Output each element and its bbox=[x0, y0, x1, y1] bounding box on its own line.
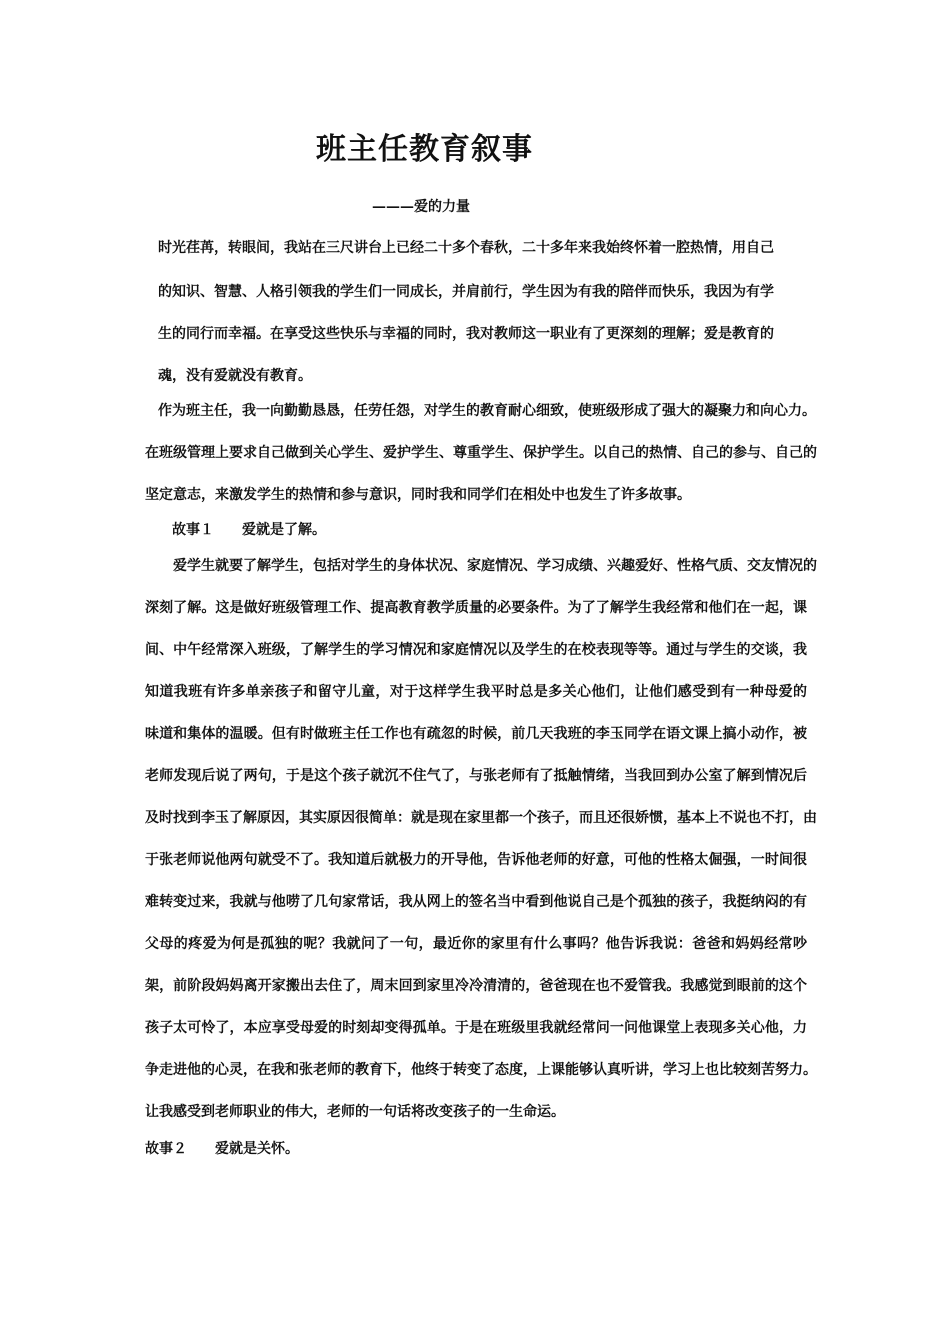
intro-line: 生的同行而幸福。在享受这些快乐与幸福的同时，我对教师这一职业有了更深刻的理解；爱是教育的 bbox=[158, 326, 774, 342]
story1-heading: 故事１ 爱就是了解。 bbox=[172, 522, 326, 538]
story1-line: 味道和集体的温暖。但有时做班主任工作也有疏忽的时候，前几天我班的李玉同学在语文课上搞小动作，被 bbox=[145, 726, 807, 742]
intro-line: 魂，没有爱就没有教育。 bbox=[158, 368, 312, 384]
story1-line: 孩子太可怜了，本应享受母爱的时刻却变得孤单。于是在班级里我就经常问一问他课堂上表现多关心他，力 bbox=[145, 1020, 807, 1036]
story1-line: 深刻了解。这是做好班级管理工作、提高教育教学质量的必要条件。为了了解学生我经常和他们在一起，课 bbox=[145, 600, 807, 616]
story1-line: 爱学生就要了解学生，包括对学生的身体状况、家庭情况、学习成绩、兴趣爱好、性格气质、交友情况的 bbox=[145, 558, 817, 574]
document-subtitle: ———爱的力量 bbox=[372, 199, 470, 215]
story1-line: 难转变过来，我就与他唠了几句家常话，我从网上的签名当中看到他说自己是个孤独的孩子，我挺纳闷的有 bbox=[145, 894, 807, 910]
story2-heading: 故事２ 爱就是关怀。 bbox=[145, 1141, 299, 1157]
paragraph-line: 在班级管理上要求自己做到关心学生、爱护学生、尊重学生、保护学生。以自己的热情、自己的参与、自己的 bbox=[145, 445, 817, 461]
intro-line: 时光荏苒，转眼间，我站在三尺讲台上已经二十多个春秋，二十多年来我始终怀着一腔热情，用自己 bbox=[158, 240, 774, 256]
story1-line: 父母的疼爱为何是孤独的呢？我就问了一句，最近你的家里有什么事吗？他告诉我说：爸爸和妈妈经常吵 bbox=[145, 936, 807, 952]
document-title: 班主任教育叙事 bbox=[316, 132, 533, 167]
story1-line: 架，前阶段妈妈离开家搬出去住了，周末回到家里冷冷清清的，爸爸现在也不爱管我。我感觉到眼前的这个 bbox=[145, 978, 807, 994]
paragraph-line: 作为班主任，我一向勤勤恳恳，任劳任怨，对学生的教育耐心细致，使班级形成了强大的凝聚力和向心力。 bbox=[158, 403, 816, 419]
intro-line: 的知识、智慧、人格引领我的学生们一同成长，并肩前行，学生因为有我的陪伴而快乐，我因为有学 bbox=[158, 284, 774, 300]
story1-line: 于张老师说他两句就受不了。我知道后就极力的开导他，告诉他老师的好意，可他的性格太倔强，一时间很 bbox=[145, 852, 807, 868]
story1-line: 间、中午经常深入班级，了解学生的学习情况和家庭情况以及学生的在校表现等等。通过与学生的交谈，我 bbox=[145, 642, 807, 658]
story1-line: 争走进他的心灵，在我和张老师的教育下，他终于转变了态度，上课能够认真听讲，学习上也比较刻苦努力。 bbox=[145, 1062, 817, 1078]
story1-line: 老师发现后说了两句，于是这个孩子就沉不住气了，与张老师有了抵触情绪，当我回到办公室了解到情况后 bbox=[145, 768, 807, 784]
paragraph-line: 坚定意志，来激发学生的热情和参与意识，同时我和同学们在相处中也发生了许多故事。 bbox=[145, 487, 691, 503]
story1-line: 让我感受到老师职业的伟大，老师的一句话将改变孩子的一生命运。 bbox=[145, 1104, 565, 1120]
story1-line: 及时找到李玉了解原因，其实原因很简单：就是现在家里都一个孩子，而且还很娇惯，基本上不说也不打，由 bbox=[145, 810, 817, 826]
story1-line: 知道我班有许多单亲孩子和留守儿童，对于这样学生我平时总是多关心他们，让他们感受到有一种母爱的 bbox=[145, 684, 807, 700]
